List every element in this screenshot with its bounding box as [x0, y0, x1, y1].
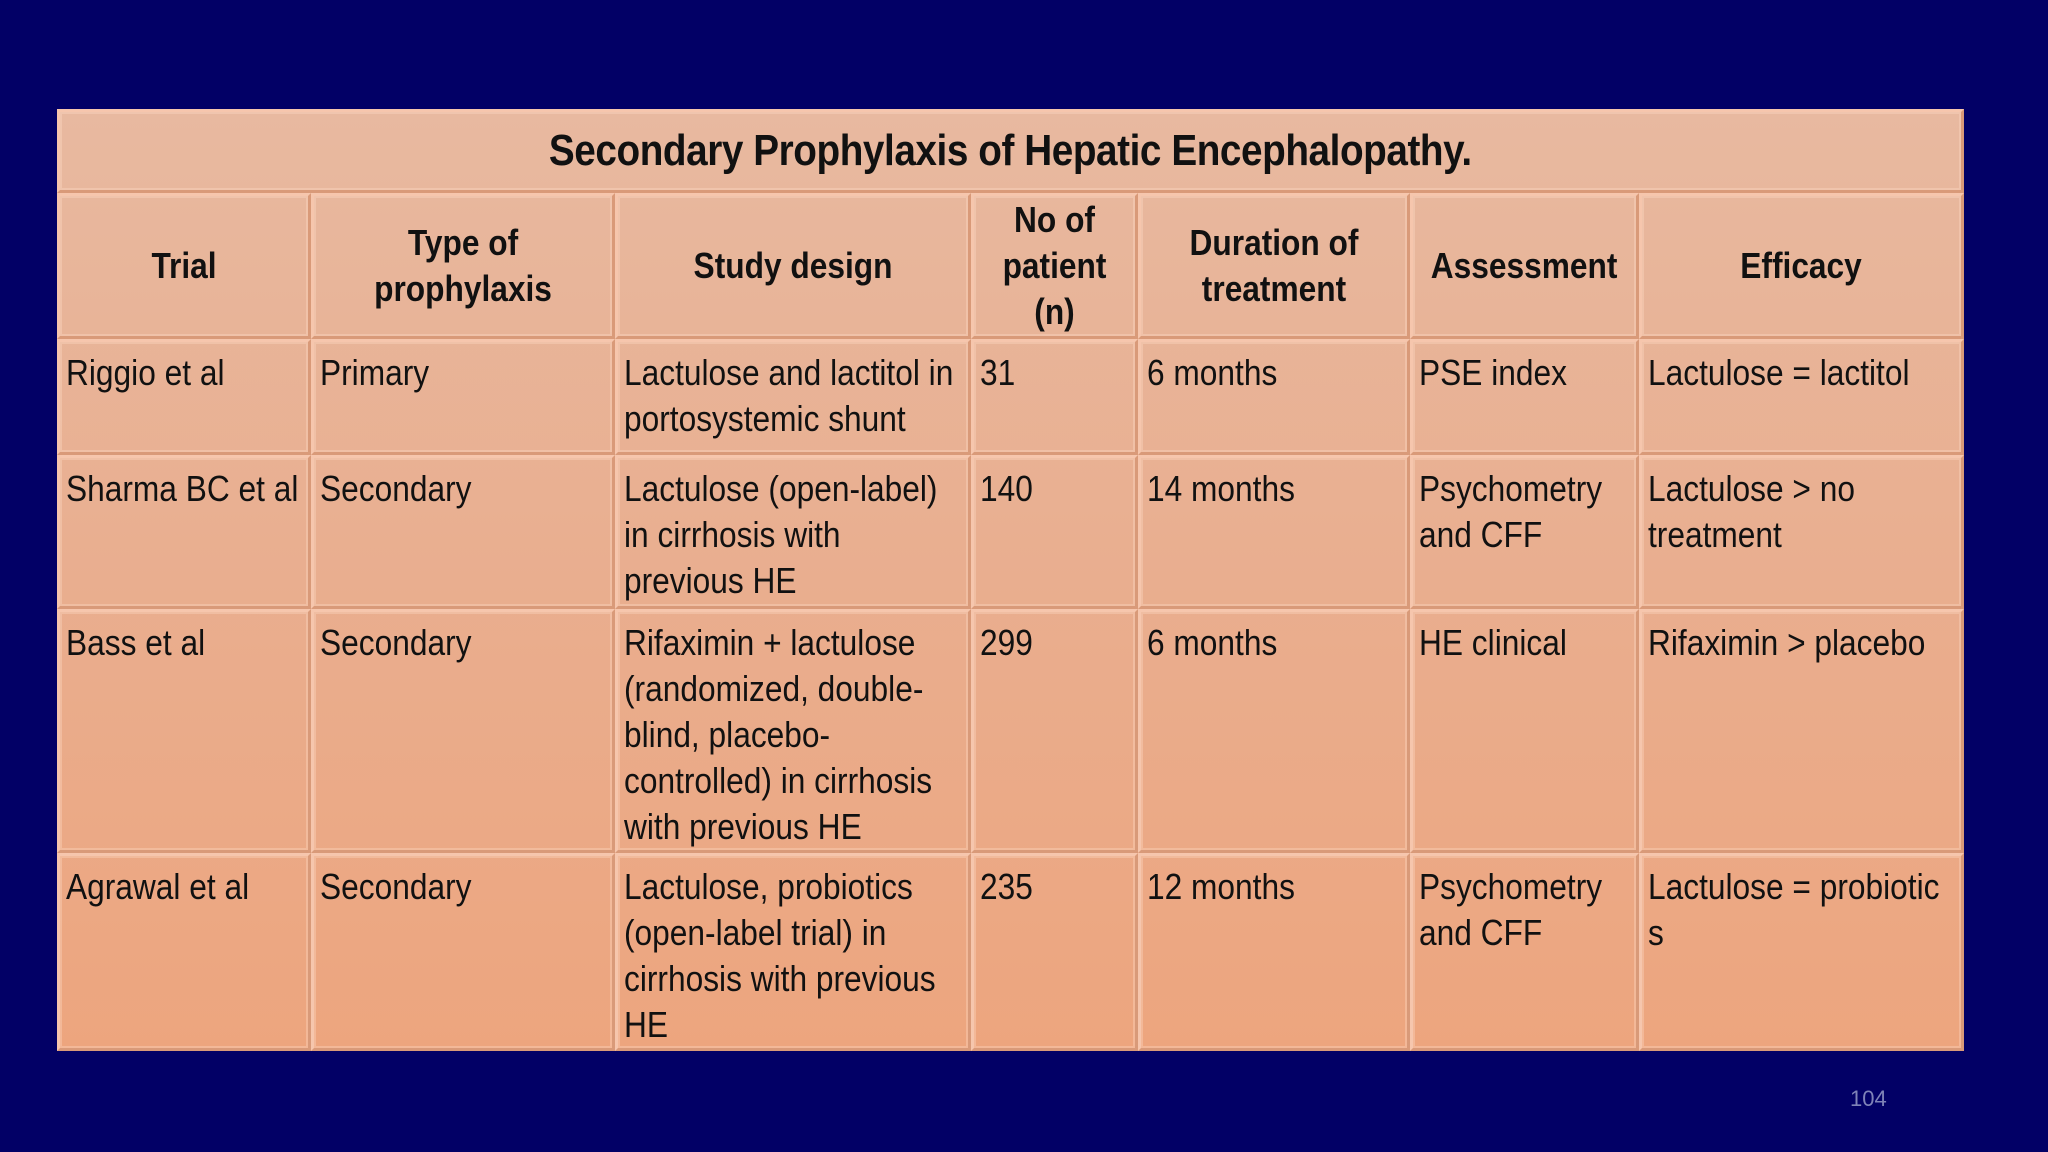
- cell-assessment: Psychometry and CFF: [1410, 853, 1639, 1051]
- cell-trial: Bass et al: [57, 609, 311, 853]
- page-number: 104: [1850, 1086, 1887, 1111]
- cell-duration: 6 months: [1138, 609, 1410, 853]
- table-row: [57, 455, 1964, 609]
- cell-assessment: HE clinical: [1410, 609, 1639, 853]
- header-efficacy: Efficacy: [1639, 193, 1964, 339]
- table-row: [57, 339, 1964, 455]
- cell-assessment: Psychometry and CFF: [1410, 455, 1639, 609]
- header-assessment: Assessment: [1410, 193, 1639, 339]
- cell-study-design: Lactulose and lactitol in portosystemic shunt: [615, 339, 971, 455]
- header-no-of-patient: No of patient (n): [971, 193, 1138, 339]
- table-title: Secondary Prophylaxis of Hepatic Encephalopathy.: [57, 109, 1964, 193]
- table-header-row: [57, 193, 1964, 339]
- cell-patients: 299: [971, 609, 1138, 853]
- cell-study-design: Lactulose (open-label) in cirrhosis with previous HE: [615, 455, 971, 609]
- cell-assessment: PSE index: [1410, 339, 1639, 455]
- cell-study-design: Rifaximin + lactulose (randomized, double-blind, placebo-controlled) in cirrhosis with previous HE: [615, 609, 971, 853]
- cell-trial: Sharma BC et al: [57, 455, 311, 609]
- cell-study-design: Lactulose, probiotics (open-label trial) in cirrhosis with previous HE: [615, 853, 971, 1051]
- header-trial: Trial: [57, 193, 311, 339]
- table-row: [57, 609, 1964, 853]
- cell-type: Secondary: [311, 853, 615, 1051]
- cell-type: Secondary: [311, 609, 615, 853]
- table-title-row: [57, 109, 1964, 193]
- cell-patients: 31: [971, 339, 1138, 455]
- header-study-design: Study design: [615, 193, 971, 339]
- cell-trial: Riggio et al: [57, 339, 311, 455]
- cell-efficacy: Lactulose = lactitol: [1639, 339, 1964, 455]
- cell-trial: Agrawal et al: [57, 853, 311, 1051]
- cell-efficacy: Lactulose = probiotic s: [1639, 853, 1964, 1051]
- header-duration-of-treatment: Duration of treatment: [1138, 193, 1410, 339]
- cell-duration: 14 months: [1138, 455, 1410, 609]
- table-row: [57, 853, 1964, 1051]
- cell-type: Primary: [311, 339, 615, 455]
- cell-efficacy: Lactulose > no treatment: [1639, 455, 1964, 609]
- cell-type: Secondary: [311, 455, 615, 609]
- cell-efficacy: Rifaximin > placebo: [1639, 609, 1964, 853]
- cell-duration: 6 months: [1138, 339, 1410, 455]
- cell-patients: 140: [971, 455, 1138, 609]
- header-type-of-prophylaxis: Type of prophylaxis: [311, 193, 615, 339]
- cell-duration: 12 months: [1138, 853, 1410, 1051]
- prophylaxis-table: [57, 109, 1964, 1051]
- cell-patients: 235: [971, 853, 1138, 1051]
